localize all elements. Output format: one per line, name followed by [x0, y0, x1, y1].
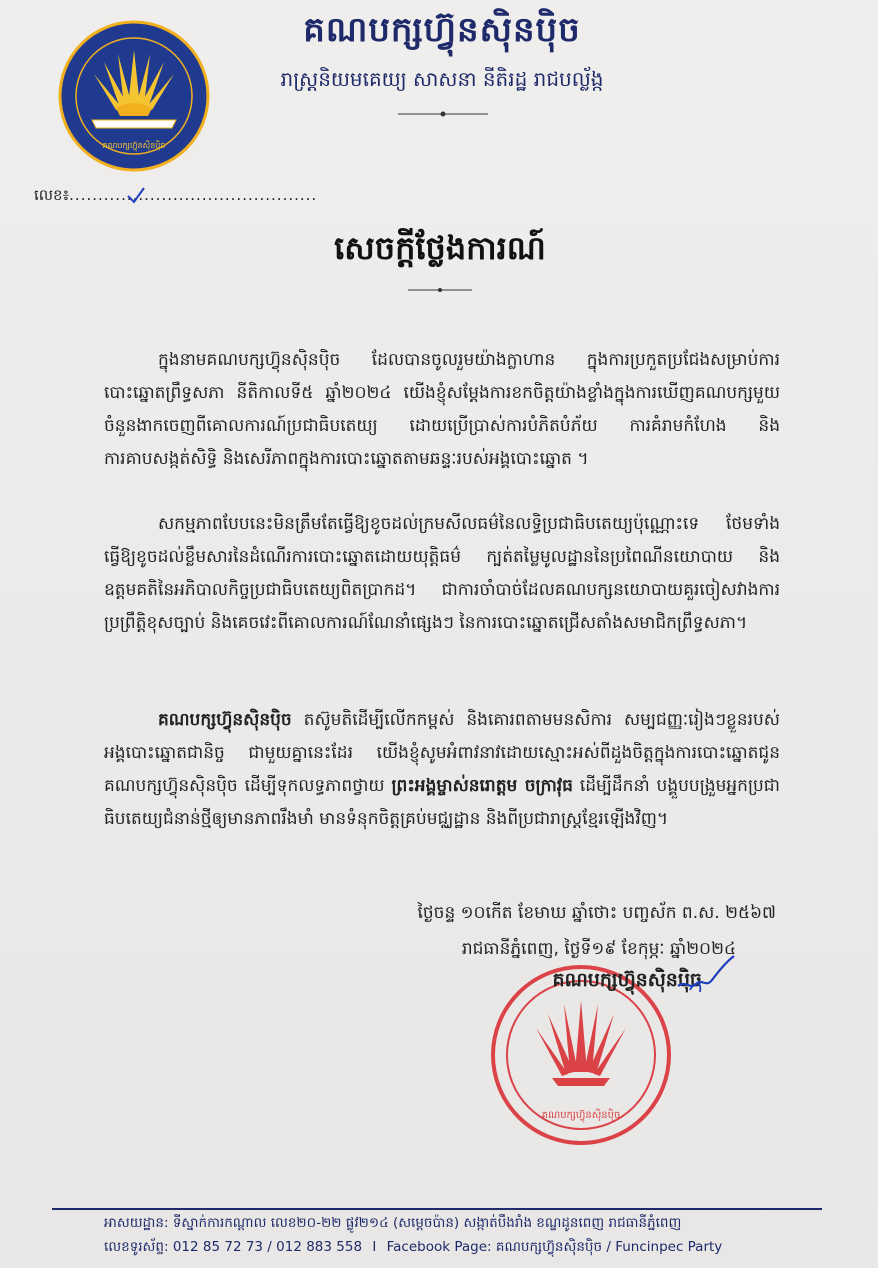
- paragraph-3-prince-name: ព្រះអង្គម្ចាស់នរោត្តម ចក្រាវុធ: [391, 776, 573, 796]
- paragraph-3-text-b: ដើម្បីដឹកនាំ បង្គួបបង្រួមអ្នកប្រជាធិបតេយ្យជំនាន់ថ្មីឲ្យមានភាពរឹងមាំ មានទំនុកចិត្តគ្រប់មជ្ឈដ្ឋាន និងពីប្រជារាស្ត្រខ្មែរឡើងវិញ។: [104, 776, 780, 829]
- paragraph-1: [104, 344, 780, 476]
- paragraph-2: [104, 508, 780, 640]
- signatory-name: គណបក្សហ៊្វុនស៊ិនប៉ិច: [552, 969, 702, 991]
- divider-ornament: [398, 110, 488, 118]
- paragraph-3-text-a: តស៊ូមតិដើម្បីលើកកម្ពស់ និងគោរពតាមមនសិការ សម្បជញ្ញៈរៀងៗខ្លួនរបស់អង្គបោះឆ្នោតជានិច្ច ជាមួយគ្នានេះដែរ យើងខ្ញុំសូមអំពាវនាវដោយស្មោះអស់ពីដួងចិត្តក្នុងការបោះឆ្នោតជូន គណបក្សហ៊្វុនស៊ិនប៉ិច ដើម្បីទុកលទ្ធភាពថ្វាយ: [104, 710, 780, 796]
- footer-contacts: [104, 1238, 824, 1258]
- footer-address: អាសយដ្ឋាន: ទីស្នាក់ការកណ្តាល លេខ២០-២២ ផ្លូវ២១៤ (សម្តេចប៉ាន) សង្កាត់បឹងរាំង ខណ្ឌដូនពេញ រាជធានីភ្នំពេញ: [104, 1215, 682, 1231]
- title-divider-ornament: [408, 286, 472, 294]
- paragraph-3-party-name: គណបក្សហ៊្វុនស៊ិនប៉ិច: [158, 710, 292, 730]
- reference-dots: ...........................................: [69, 186, 318, 204]
- document-title: សេចក្តីថ្លែងការណ៍: [334, 229, 546, 267]
- reference-label: លេខ៖: [34, 186, 70, 204]
- paragraph-3: [104, 704, 780, 836]
- logo-text: គណបក្សហ៊្វុនស៊ិនប៉ិច: [102, 141, 166, 150]
- phone-label: លេខទូរស័ព្ទ:: [104, 1239, 169, 1255]
- party-motto: រាស្ត្រនិយមគេយ្យ សាសនា នីតិរដ្ឋ រាជបល្ល័ង្ក: [280, 67, 604, 91]
- lunar-date: ថ្ងៃចន្ទ ១០កើត ខែមាឃ ឆ្នាំថោះ បញ្ចស័ក ព.ស. ២៥៦៧: [417, 903, 776, 923]
- reference-number: [34, 186, 317, 208]
- footer-divider: [52, 1208, 822, 1210]
- phone-numbers: 012 85 72 73 / 012 883 558: [172, 1239, 363, 1255]
- paragraph-1-text: ក្នុងនាមគណបក្សហ៊្វុនស៊ិនប៉ិច ដែលបានចូលរួមយ៉ាងក្លាហាន ក្នុងការប្រកួតប្រជែងសម្រាប់ការបោះឆ្នោតព្រឹទ្ធសភា នីតិកាលទី៥ ឆ្នាំ២០២៤ យើងខ្ញុំសម្តែងការខកចិត្តយ៉ាងខ្លាំងក្នុងការឃើញគណបក្សមួយចំនួនងាកចេញពីគោលការណ៍ប្រជាធិបតេយ្យ ដោយប្រើប្រាស់ការបំភិតបំភ័យ ការគំរាមកំហែង និងការគាបសង្កត់សិទ្ធិ និងសេរីភាពក្នុងការបោះឆ្នោតតាមឆន្ទៈរបស់អង្គបោះឆ្នោត ។: [104, 350, 780, 469]
- place-and-date: រាជធានីភ្នំពេញ, ថ្ងៃទី១៩ ខែកុម្ភៈ ឆ្នាំ២០២៤: [461, 939, 736, 959]
- party-name: គណបក្សហ៊្វុនស៊ិនប៉ិច: [303, 10, 581, 50]
- handwritten-signature-icon: [672, 950, 742, 1000]
- footer-separator: I: [372, 1239, 377, 1255]
- facebook-page: Facebook Page: គណបក្សហ៊្វុនស៊ិនប៉ិច / Funcinpec Party: [386, 1239, 723, 1255]
- paragraph-2-text: សកម្មភាពបែបនេះមិនត្រឹមតែធ្វើឱ្យខូចដល់ក្រមសីលធម៌នៃលទ្ធិប្រជាធិបតេយ្យប៉ុណ្ណោះទេ ថែមទាំងធ្វើឱ្យខូចដល់ខ្លឹមសារនៃដំណើរការបោះឆ្នោតដោយយុត្តិធម៌ ក្បត់តម្លៃមូលដ្ឋាននៃប្រពៃណីនយោបាយ និងឧត្តមគតិនៃអភិបាលកិច្ចប្រជាធិបតេយ្យពិតប្រាកដ។ ជាការចាំបាច់ដែលគណបក្សនយោបាយគួរចៀសវាងការប្រព្រឹត្តិខុសច្បាប់ និងគេចវេះពីគោលការណ៍ណែនាំផ្សេងៗ នៃការបោះឆ្នោតជ្រើសតាំងសមាជិកព្រឹទ្ធសភា។: [104, 514, 780, 633]
- party-emblem-icon: [58, 20, 210, 172]
- seal-text: គណបក្សហ៊្វុនស៊ិនប៉ិច: [541, 1110, 621, 1121]
- checkmark-icon: [126, 186, 146, 204]
